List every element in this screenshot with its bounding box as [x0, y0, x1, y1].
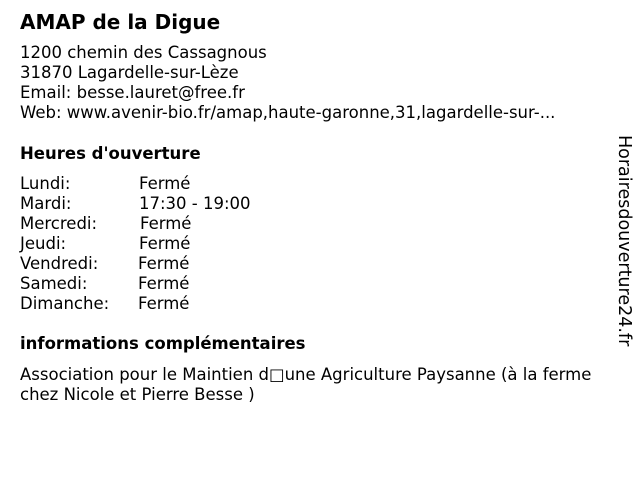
- hours-day: Mercredi:: [20, 214, 98, 233]
- web-row: [20, 103, 555, 123]
- hours-day: Samedi:: [20, 274, 88, 293]
- hours-day: Dimanche:: [20, 294, 110, 313]
- hours-row-monday: [20, 174, 420, 194]
- hours-row-tuesday: [20, 194, 420, 214]
- hours-value: Fermé: [138, 294, 190, 313]
- hours-value: Fermé: [138, 254, 190, 273]
- hours-value: Fermé: [138, 274, 190, 293]
- address-line-1: 1200 chemin des Cassagnous: [20, 43, 267, 62]
- hours-row-wednesday: [20, 214, 420, 234]
- email-row: [20, 83, 245, 103]
- hours-row-sunday: [20, 294, 420, 314]
- address-line-2: 31870 Lagardelle-sur-Lèze: [20, 63, 239, 82]
- info-heading: informations complémentaires: [20, 334, 306, 353]
- web-link[interactable]: www.avenir-bio.fr/amap,haute-garonne,31,lagardelle-sur-...: [66, 103, 556, 122]
- info-text-line-2: chez Nicole et Pierre Besse ): [20, 385, 255, 404]
- hours-day: Lundi:: [20, 174, 71, 193]
- email-link[interactable]: besse.lauret@free.fr: [76, 83, 245, 102]
- hours-day: Vendredi:: [20, 254, 99, 273]
- email-label: Email:: [20, 83, 72, 102]
- hours-value: Fermé: [139, 174, 191, 193]
- hours-row-friday: [20, 254, 420, 274]
- hours-row-saturday: [20, 274, 420, 294]
- hours-row-thursday: [20, 234, 420, 254]
- hours-day: Mardi:: [20, 194, 72, 213]
- hours-value: Fermé: [140, 214, 192, 233]
- hours-day: Jeudi:: [20, 234, 67, 253]
- hours-value: Fermé: [139, 234, 191, 253]
- place-title: AMAP de la Digue: [20, 10, 221, 34]
- web-label: Web:: [20, 103, 62, 122]
- hours-value: 17:30 - 19:00: [139, 194, 251, 213]
- info-text-line-1: Association pour le Maintien d□une Agriculture Paysanne (à la ferme: [20, 365, 592, 384]
- site-watermark-label: Horairesdouverture24.fr: [614, 135, 634, 347]
- hours-heading: Heures d'ouverture: [20, 144, 201, 163]
